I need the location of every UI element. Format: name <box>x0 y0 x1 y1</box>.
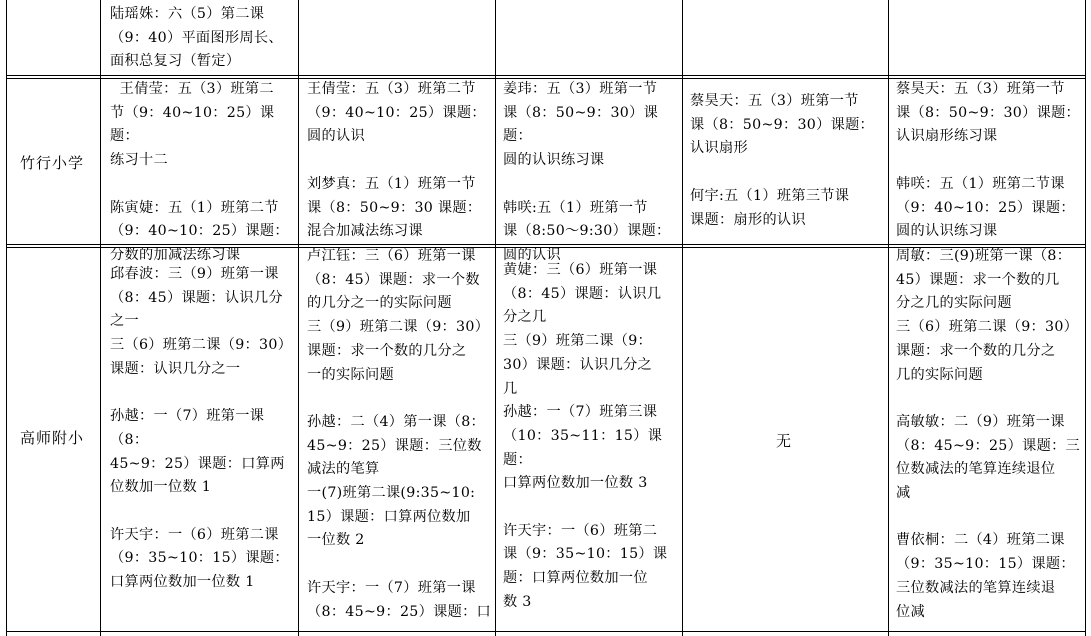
grid-line <box>6 631 1086 632</box>
grid-line <box>100 0 101 636</box>
lesson-cell: 黄婕：三（6）班第一课 （8：45）课题：认识几 分之几 三（9）班第二课（9： 30）课题：认识几分之 几 孙越：一（7）班第三课 （10：35~11：15）课题： 口算两位数加一位数 3 许天宇：一（6）班第二 课（9：35~10：15）课 题：口算两位数加一位 数 3 <box>503 262 668 610</box>
grid-line <box>298 0 299 636</box>
grid-line <box>495 0 496 636</box>
grid-line <box>1085 0 1086 636</box>
lesson-cell: 蔡昊天：五（3）班第一节 课（8：50~9：30）课题： 认识扇形 何宇:五（1）班第三节课 课题：扇形的认识 <box>690 93 875 228</box>
lesson-cell: 卢江钰：三（6）班第一课 （8：45）课题：求一个数 的几分之一的实际问题 三（9）班第二课（9：30） 课题：求一个数的几分之 一的实际问题 孙越：二（4）第一课（8： 45~9：25）课题：三位数 减法的笔算 一(7)班第二课(9:35~10: 15）课题：口算两位数加 一位数 2 许天宇：一（7）班第一课 （8：45~9：25）课题：口 <box>307 248 492 620</box>
lesson-cell: 王倩莹：五（3）班第二节 （9：40~10：25）课题： 圆的认识 刘梦真：五（1）班第一节 课（8：50~9：30 课题： 混合加减法练习课 <box>307 81 486 240</box>
lesson-cell: 邱春波：三（9）班第一课 （8：45）课题：认识几分 之一 三（6）班第二课（9：30） 课题：认识几分之一 孙越：一（7）班第一课（8： 45~9：25）课题：口算两 位数加一位数 1 许天宇：一（6）班第二课 （9：35~10：15）课题： 口算两位数加一位数 1 <box>110 266 293 591</box>
empty-marker: 无 <box>776 432 792 450</box>
grid-line <box>888 0 889 636</box>
lesson-cell: 陆瑶姝：六（5）第二课 （9：40）平面图形周长、 面积总复习（暂定） <box>110 6 283 70</box>
lesson-cell: 周敏：三(9)班第一课（8： 45）课题：求一个数的几 分之几的实际问题 三（6）班第二课（9：30） 课题：求一个数的几分之 几的实际问题 高敏敏：二（9）班第一课 （8：45~9：25）课题：三 位数减法的笔算连续退位 减 曹依桐：二（4）班第二课 （9：35~10：15）课题： 三位数减法的笔算连续退 位减 <box>896 248 1081 620</box>
lesson-cell: 蔡昊天：五（3）班第一节 课（8：50~9：30）课题： 认识扇形练习课 韩咲：五（1）班第二节课 （9：40~10：25）课题： 圆的认识练习课 <box>896 81 1081 240</box>
grid-line <box>6 75 1086 76</box>
school-name: 竹行小学 <box>20 154 85 172</box>
grid-line <box>6 0 7 636</box>
grid-line <box>682 0 683 636</box>
school-name: 高师附小 <box>20 429 85 447</box>
lesson-cell: 王倩莹：五（3）班第二 节（9：40~10：25）课题： 练习十二 陈寅婕：五（1）班第二节 （9：40~10：25）课题： 分数的加减法练习课 <box>110 81 289 263</box>
lesson-cell: 姜玮：五（3）班第一节 课（8：50~9：30）课题： 圆的认识练习课 韩咲:五（1）班第一节 课（8:50～9:30）课题： 圆的认识 <box>503 81 671 263</box>
